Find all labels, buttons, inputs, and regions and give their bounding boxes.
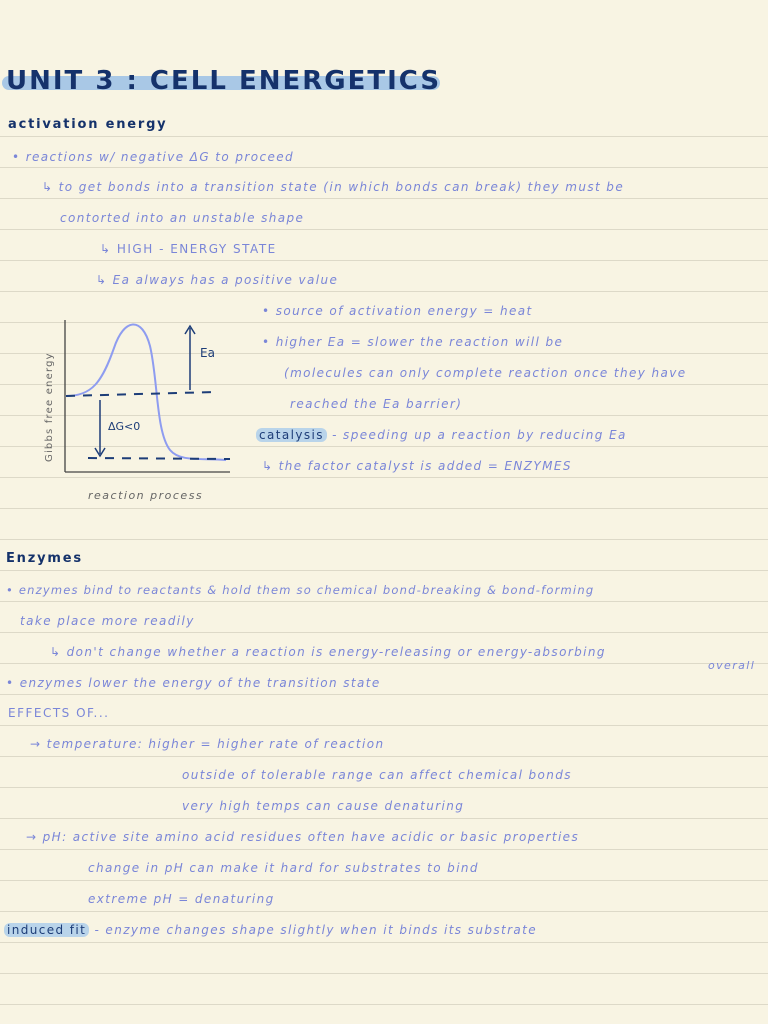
product-energy-level	[88, 458, 230, 459]
catalysis-definition: - speeding up a reaction by reducing Ea	[332, 428, 627, 442]
note-line: reached the Ea barrier)	[290, 397, 463, 411]
induced-fit-definition: - enzyme changes shape slightly when it binds its substrate	[94, 923, 538, 937]
y-axis-label: Gibbs free energy	[44, 352, 55, 462]
activation-energy-heading: activation energy	[8, 117, 168, 132]
note-line: • source of activation energy = heat	[262, 304, 533, 318]
reactant-energy-level	[66, 392, 215, 396]
note-line: ↳ HIGH - ENERGY STATE	[100, 242, 277, 256]
note-line: • reactions w/ negative ΔG to proceed	[12, 150, 295, 164]
note-line: ↳ Ea always has a positive value	[96, 273, 339, 287]
induced-fit-term: induced fit	[4, 923, 89, 937]
note-line: ↳ don't change whether a reaction is energy-releasing or energy-absorbing	[50, 645, 606, 659]
induced-fit-line	[4, 923, 537, 937]
note-line: take place more readily	[20, 614, 195, 628]
note-line: ↳ to get bonds into a transition state (in which bonds can break) they must be	[42, 180, 625, 194]
note-line: (molecules can only complete reaction once they have	[284, 366, 687, 380]
note-line: → temperature: higher = higher rate of reaction	[30, 737, 385, 751]
enzymes-heading: Enzymes	[6, 551, 83, 566]
activation-energy-diagram	[30, 312, 240, 512]
catalysis-line	[256, 428, 627, 442]
ea-label: Ea	[200, 346, 215, 360]
note-line: very high temps can cause denaturing	[182, 799, 465, 813]
catalysis-term: catalysis	[256, 428, 327, 442]
note-line: • enzymes lower the energy of the transition state	[6, 676, 381, 690]
note-line: → pH: active site amino acid residues often have acidic or basic properties	[26, 830, 580, 844]
note-line: overall	[708, 659, 756, 672]
page-title: UNIT 3 : CELL ENERGETICS	[6, 66, 442, 96]
note-line: extreme pH = denaturing	[88, 892, 275, 906]
note-line: contorted into an unstable shape	[60, 211, 305, 225]
note-line: change in pH can make it hard for substrates to bind	[88, 861, 479, 875]
note-line: ↳ the factor catalyst is added = ENZYMES	[262, 459, 572, 473]
effects-heading: EFFECTS OF...	[8, 706, 110, 720]
x-axis-label: reaction process	[88, 489, 204, 502]
note-line: • higher Ea = slower the reaction will be	[262, 335, 564, 349]
note-line: outside of tolerable range can affect chemical bonds	[182, 768, 572, 782]
delta-g-label: ΔG<0	[108, 420, 141, 433]
note-line: • enzymes bind to reactants & hold them so chemical bond-breaking & bond-forming	[6, 583, 595, 597]
